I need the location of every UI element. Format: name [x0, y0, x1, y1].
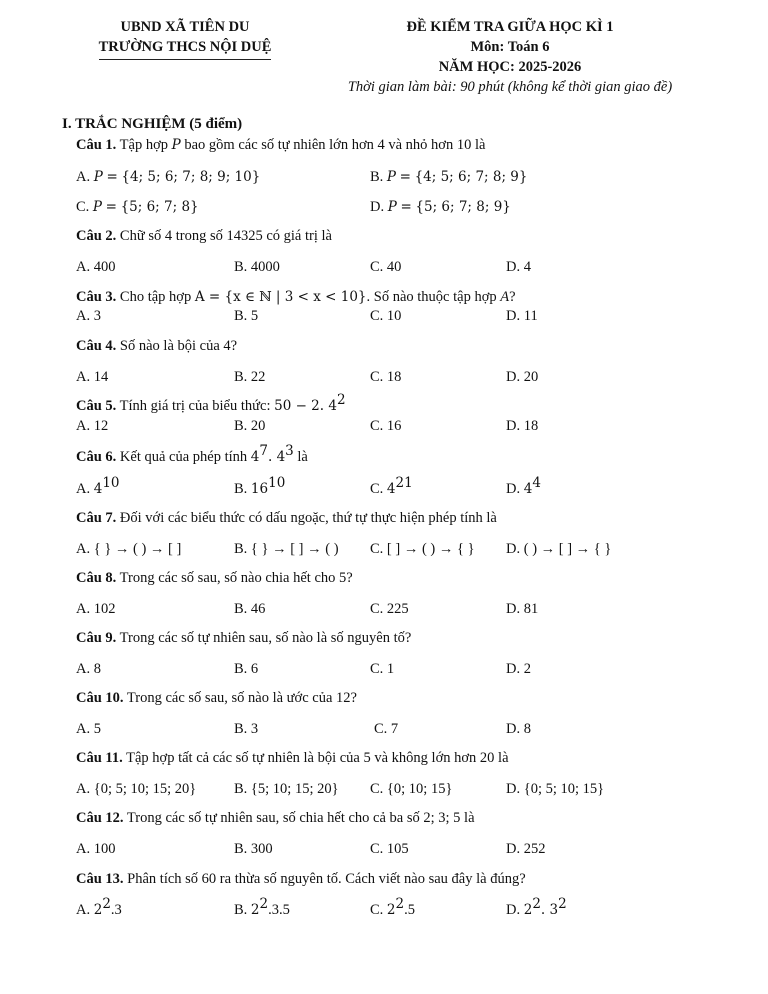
option-a: A. P = {4; 5; 6; 7; 8; 9; 10}	[76, 169, 261, 185]
question-1	[76, 137, 485, 154]
question-11	[76, 750, 509, 767]
option-d: D. {0; 5; 10; 15}	[506, 781, 605, 797]
math-var: P	[171, 137, 181, 153]
question-label: Câu 7.	[76, 510, 117, 526]
option-a: A. 3	[76, 308, 101, 324]
question-text: Trong các số sau, số nào là ước của 12?	[126, 690, 357, 706]
question-13	[76, 871, 526, 888]
option-b: B. 300	[234, 841, 273, 857]
option-c: C. $4^{21}$	[370, 475, 413, 497]
question-text: Chữ số 4 trong số 14325 có giá trị là	[119, 228, 332, 244]
exam-header	[330, 17, 690, 97]
option-c: C. 105	[370, 841, 409, 857]
option-d: D. 81	[506, 601, 539, 617]
question-label: Câu 8.	[76, 570, 117, 586]
option-b: B. 46	[234, 601, 266, 617]
option-b: B. $16^{10}$	[234, 475, 286, 497]
math-expression: 50 − 2. 4	[274, 398, 337, 414]
option-c: C. $2^2.5$	[370, 896, 415, 918]
option-c: C. 10	[370, 308, 402, 324]
option-d: D. 8	[506, 721, 531, 737]
option-d: D. 252	[506, 841, 546, 857]
question-12	[76, 810, 475, 827]
question-label: Câu 10.	[76, 690, 124, 706]
option-a: A. { } → ( ) → [ ]	[76, 541, 182, 557]
question-text: Đối với các biểu thức có dấu ngoặc, thứ tự thực hiện phép tính là	[119, 510, 497, 526]
option-a: A. 5	[76, 721, 101, 737]
question-2	[76, 228, 332, 245]
question-label: Câu 11.	[76, 750, 123, 766]
question-7	[76, 510, 497, 527]
question-text: Trong các số tự nhiên sau, số chia hết cho cả ba số 2; 3; 5 là	[126, 810, 475, 826]
question-4	[76, 338, 237, 355]
option-a: A. 14	[76, 369, 109, 385]
option-b: B. 20	[234, 418, 266, 434]
district-name: UBND XÃ TIÊN DU	[120, 19, 250, 35]
option-c: C. 18	[370, 369, 402, 385]
option-b: B. 6	[234, 661, 259, 677]
question-label: Câu 2.	[76, 228, 117, 244]
option-d: D. 2	[506, 661, 531, 677]
option-a: A. {0; 5; 10; 15; 20}	[76, 781, 197, 797]
option-b: B. 3	[234, 721, 259, 737]
option-a: A. $4^{10}$	[76, 475, 120, 497]
time-note: Thời gian làm bài: 90 phút (không kể thời gian giao đề)	[347, 79, 673, 95]
question-text: Số nào là bội của 4?	[119, 338, 238, 354]
question-6: Câu 6. Kết quả của phép tính $4^7$. $4^3$ là	[76, 443, 308, 465]
question-text: Tập hợp	[119, 137, 172, 153]
question-label: Câu 4.	[76, 338, 117, 354]
option-c: C. {0; 10; 15}	[370, 781, 453, 797]
question-label: Câu 9.	[76, 630, 117, 646]
option-c: C. 16	[370, 418, 402, 434]
question-label: Câu 1.	[76, 137, 117, 153]
option-c: C. 225	[370, 601, 409, 617]
option-c: C. P = {5; 6; 7; 8}	[76, 199, 199, 215]
option-d: D. $4^4$	[506, 475, 541, 497]
option-b: B. {5; 10; 15; 20}	[234, 781, 339, 797]
exam-title: ĐỀ KIỂM TRA GIỮA HỌC KÌ 1	[406, 19, 614, 35]
option-c: C. 1	[370, 661, 395, 677]
school-name: TRƯỜNG THCS NỘI DUỆ	[99, 37, 272, 60]
question-text: Trong các số sau, số nào chia hết cho 5?	[119, 570, 353, 586]
option-b: B. { } → [ ] → ( )	[234, 541, 339, 557]
option-a: A. 12	[76, 418, 109, 434]
question-text: bao gồm các số tự nhiên lớn hơn 4 và nhỏ hơn 10 là	[180, 137, 486, 153]
question-label: Câu 12.	[76, 810, 124, 826]
question-9	[76, 630, 411, 647]
question-label: Câu 6.	[76, 449, 117, 465]
option-d: D. ( ) → [ ] → { }	[506, 541, 612, 557]
option-c: C. 7	[374, 721, 399, 737]
option-a: A. 102	[76, 601, 116, 617]
option-d: D. $2^2$. $3^2$	[506, 896, 567, 918]
section-title: I. TRẮC NGHIỆM (5 điểm)	[62, 116, 243, 132]
school-year: NĂM HỌC: 2025-2026	[438, 59, 582, 75]
question-text: Tập hợp tất cả các số tự nhiên là bội của 5 và không lớn hơn 20 là	[126, 750, 509, 766]
question-10	[76, 690, 357, 707]
option-a: A. $2^2.3$	[76, 896, 122, 918]
question-5: Câu 5. Tính giá trị của biểu thức: 50 − 2. $4^2$	[76, 392, 346, 414]
option-d: D. 4	[506, 259, 531, 275]
question-label: Câu 3.	[76, 289, 117, 305]
question-3: Câu 3. Cho tập hợp A = {x ∈ ℕ | 3 < x < 10}. Số nào thuộc tập hợp A?	[76, 289, 516, 305]
option-b: B. P = {4; 5; 6; 7; 8; 9}	[370, 169, 528, 185]
question-label: Câu 5.	[76, 398, 117, 414]
option-d: D. 20	[506, 369, 539, 385]
question-label: Câu 13.	[76, 871, 124, 887]
question-8	[76, 570, 353, 587]
option-b: B. $2^2.3.5$	[234, 896, 290, 918]
question-text: Phân tích số 60 ra thừa số nguyên tố. Cách viết nào sau đây là đúng?	[127, 871, 526, 887]
option-c: C. [ ] → ( ) → { }	[370, 541, 475, 557]
option-d: D. 11	[506, 308, 538, 324]
option-a: A. 100	[76, 841, 116, 857]
option-d: D. 18	[506, 418, 539, 434]
math-expression: A = {x ∈ ℕ | 3 < x < 10}	[194, 289, 367, 305]
option-b: B. 5	[234, 308, 259, 324]
question-text: Trong các số tự nhiên sau, số nào là số nguyên tố?	[119, 630, 412, 646]
option-a: A. 8	[76, 661, 101, 677]
school-header	[80, 17, 290, 60]
option-a: A. 400	[76, 259, 116, 275]
option-c: C. 40	[370, 259, 402, 275]
exam-subject: Môn: Toán 6	[470, 39, 550, 55]
option-b: B. 4000	[234, 259, 280, 275]
option-d: D. P = {5; 6; 7; 8; 9}	[370, 199, 511, 215]
option-b: B. 22	[234, 369, 266, 385]
